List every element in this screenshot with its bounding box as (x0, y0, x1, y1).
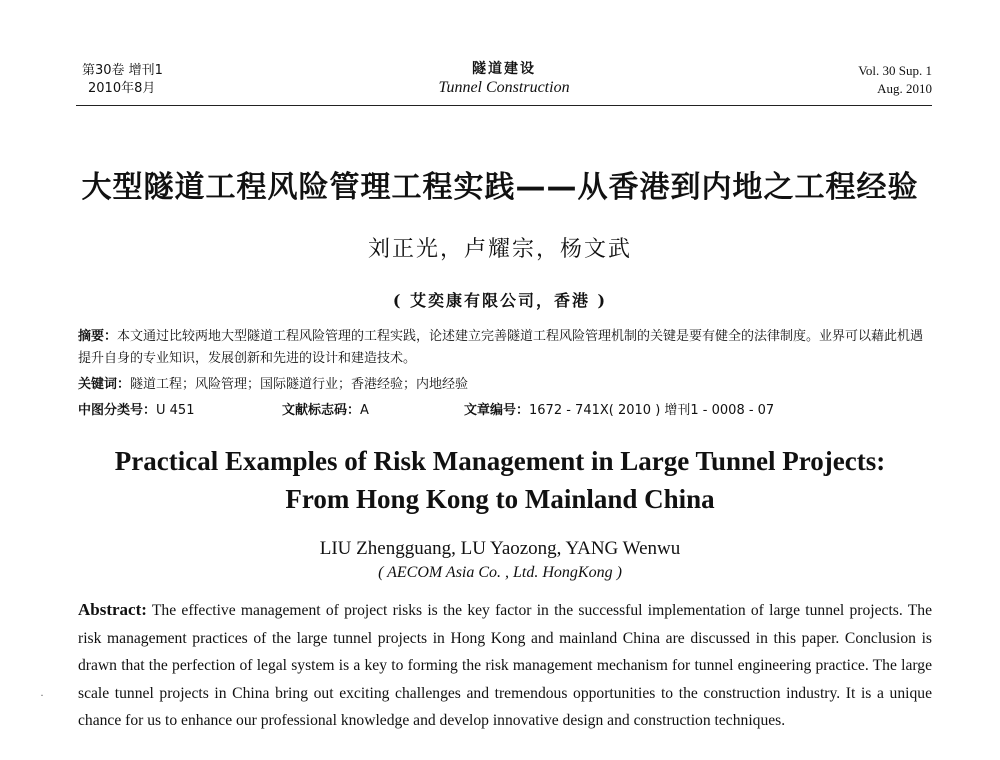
abstract-cn (78, 326, 930, 370)
date-en: Aug. 2010 (877, 81, 932, 96)
keywords-cn-text: 隧道工程；风险管理；国际隧道行业；香港经验；内地经验 (130, 377, 469, 392)
abstract-cn-label: 摘要： (78, 329, 118, 344)
header-rule (76, 105, 932, 106)
volume-issue-en: Vol. 30 Sup. 1 (858, 63, 932, 78)
doc-value: A (360, 403, 369, 418)
title-cn: 大型隧道工程风险管理工程实践——从香港到内地之工程经验 (81, 170, 919, 205)
journal-name-cn: 隧道建设 (472, 61, 536, 77)
date-cn: 2010年8月 (88, 81, 156, 96)
keywords-cn-label: 关键词： (78, 377, 131, 392)
clc-number (78, 400, 194, 422)
clc-label: 中图分类号： (78, 403, 157, 418)
title-en-line2: From Hong Kong to Mainland China (285, 484, 715, 514)
article-label: 文章编号： (464, 403, 530, 418)
authors-en: LIU Zhengguang, LU Yaozong, YANG Wenwu (319, 538, 681, 559)
page-header (76, 60, 932, 102)
abstract-en-label: Abstract: (78, 600, 147, 619)
keywords-cn (78, 374, 930, 396)
abstract-en (78, 596, 932, 735)
doc-label: 文献标志码： (282, 403, 361, 418)
volume-issue-cn: 第30卷 增刊1 (82, 63, 163, 78)
article-number (464, 400, 774, 422)
abstract-cn-text: 本文通过比较两地大型隧道工程风险管理的工程实践，论述建立完善隧道工程风险管理机制的关键是要有健全的法律制度。业界可以藉此机遇提升自身的专业知识，发展创新和先进的设计和建造技术。 (78, 329, 924, 366)
abstract-en-text: The effective management of project risks is the key factor in the successful implementation of large tunnel projects. The risk management practices of the large tunnel projects in Hong Kong and mainland China are discussed in this paper. Conclusion is drawn that the perfection of legal system is a key to forming the risk management mechanism for tunnel engineering practice. The large scale tunnel projects in China bring out exciting challenges and tremendous opportunities to the construction industry. It is a unique chance for us to enhance our professional knowledge and develop innovative design and construction techniques. (78, 602, 932, 729)
title-en (40, 442, 960, 518)
journal-name-en: Tunnel Construction (438, 79, 570, 96)
volume-info-en (858, 62, 932, 98)
article-value: 1672 - 741X( 2010 ) 增刊1 - 0008 - 07 (529, 403, 775, 418)
affiliation-en: ( AECOM Asia Co. , Ltd. HongKong ) (378, 564, 622, 581)
title-en-line1: Practical Examples of Risk Management in Large Tunnel Projects: (114, 446, 886, 476)
journal-name (76, 60, 932, 98)
authors-cn: 刘正光，卢耀宗，杨文武 (367, 237, 632, 262)
affiliation-cn: ( 艾奕康有限公司，香港 ) (392, 291, 608, 310)
stray-mark: · (40, 688, 44, 702)
doc-code (282, 400, 369, 422)
clc-value: U 451 (156, 403, 195, 418)
